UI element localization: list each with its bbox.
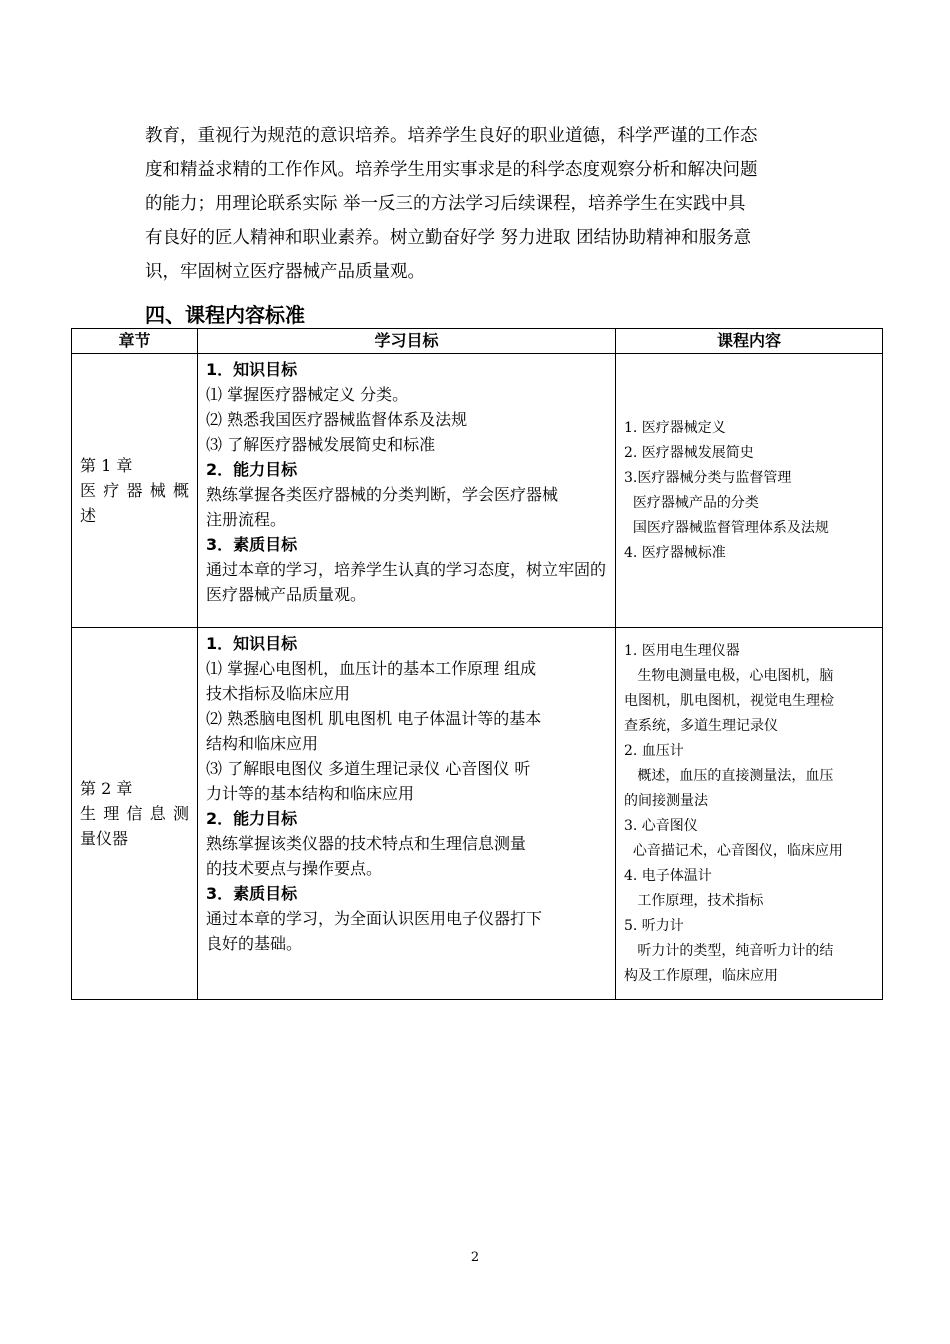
header-chapter: 章节	[72, 329, 198, 354]
objective-heading: 1．知识目标	[206, 634, 298, 653]
objective-line: 医疗器械产品质量观。	[206, 585, 367, 604]
intro-line: 的能力；用理论联系实际 举一反三的方法学习后续课程，培养学生在实践中具	[145, 194, 746, 214]
content-line: 5. 听力计	[624, 917, 684, 934]
chapter-cell	[72, 354, 198, 628]
content-line: 听力计的类型，纯音听力计的结	[624, 942, 834, 959]
objective-line: 技术指标及临床应用	[206, 684, 351, 703]
objectives-cell	[198, 354, 616, 628]
content-line: 概述，血压的直接测量法，血压	[624, 767, 834, 784]
content-line: 心音描记术，心音图仪，临床应用	[624, 842, 843, 859]
objective-line: 熟练掌握该类仪器的技术特点和生理信息测量	[206, 834, 527, 853]
content-line: 2. 血压计	[624, 742, 684, 759]
content-line: 1. 医疗器械定义	[624, 419, 726, 436]
content-cell	[616, 628, 883, 1000]
objective-heading: 2．能力目标	[206, 460, 298, 479]
content-line: 国医疗器械监督管理体系及法规	[624, 519, 829, 536]
content-line: 电图机，肌电图机，视觉电生理检	[624, 692, 834, 709]
chapter-number: 第 1 章	[80, 456, 133, 475]
objective-line: 良好的基础。	[206, 934, 303, 953]
chapter-name-line: 述	[80, 506, 97, 525]
objective-line: 力计等的基本结构和临床应用	[206, 784, 415, 803]
objective-line: 注册流程。	[206, 510, 287, 529]
objective-line: 熟练掌握各类医疗器械的分类判断，学会医疗器械	[206, 485, 559, 504]
objective-line: 结构和临床应用	[206, 734, 319, 753]
header-objectives: 学习目标	[198, 329, 616, 354]
objective-line: ⑶ 了解眼电图仪 多道生理记录仪 心音图仪 听	[206, 759, 531, 778]
objective-line: ⑴ 掌握心电图机，血压计的基本工作原理 组成	[206, 659, 537, 678]
objective-heading: 3．素质目标	[206, 884, 298, 903]
content-line: 3.医疗器械分类与监督管理	[624, 469, 792, 486]
content-cell	[616, 354, 883, 628]
content-line: 3. 心音图仪	[624, 817, 698, 834]
intro-line: 教育，重视行为规范的意识培养。培养学生良好的职业道德，科学严谨的工作态	[145, 126, 758, 146]
section-title: 四、课程内容标准	[145, 303, 305, 327]
header-content: 课程内容	[616, 329, 883, 354]
content-line: 2. 医疗器械发展简史	[624, 444, 754, 461]
objective-line: ⑶ 了解医疗器械发展简史和标准	[206, 435, 436, 454]
chapter-name-line: 医疗器械概	[80, 481, 189, 500]
objective-line: ⑵ 熟悉我国医疗器械监督体系及法规	[206, 410, 468, 429]
chapter-name-line: 量仪器	[80, 829, 129, 848]
intro-line: 识，牢固树立医疗器械产品质量观。	[145, 262, 425, 282]
content-line: 构及工作原理，临床应用	[624, 967, 778, 984]
intro-line: 度和精益求精的工作作风。培养学生用实事求是的科学态度观察分析和解决问题	[145, 160, 758, 180]
objective-line: ⑴ 掌握医疗器械定义 分类。	[206, 385, 409, 404]
chapter-number: 第 2 章	[80, 779, 133, 798]
page-number: 2	[470, 1250, 480, 1265]
content-line: 1. 医用电生理仪器	[624, 642, 740, 659]
content-line: 生物电测量电极，心电图机，脑	[624, 667, 834, 684]
intro-line: 有良好的匠人精神和职业素养。树立勤奋好学 努力进取 团结协助精神和服务意	[145, 228, 752, 248]
content-line: 4. 医疗器械标准	[624, 544, 726, 561]
objectives-cell	[198, 628, 616, 1000]
objective-heading: 3．素质目标	[206, 535, 298, 554]
table-row	[72, 354, 883, 628]
objective-heading: 2．能力目标	[206, 809, 298, 828]
content-line: 工作原理，技术指标	[624, 892, 764, 909]
table-row	[72, 628, 883, 1000]
objective-line: ⑵ 熟悉脑电图机 肌电图机 电子体温计等的基本	[206, 709, 542, 728]
objective-heading: 1．知识目标	[206, 360, 298, 379]
content-line: 的间接测量法	[624, 792, 708, 809]
content-line: 医疗器械产品的分类	[624, 494, 759, 511]
table-header-row	[72, 329, 883, 354]
course-content-table	[71, 328, 883, 1000]
objective-line: 通过本章的学习，培养学生认真的学习态度，树立牢固的	[206, 560, 607, 579]
content-line: 4. 电子体温计	[624, 867, 712, 884]
content-line: 查系统，多道生理记录仪	[624, 717, 778, 734]
intro-paragraph	[145, 119, 813, 289]
chapter-cell	[72, 628, 198, 1000]
objective-line: 通过本章的学习，为全面认识医用电子仪器打下	[206, 909, 543, 928]
chapter-name-line: 生理信息测	[80, 804, 189, 823]
objective-line: 的技术要点与操作要点。	[206, 859, 383, 878]
